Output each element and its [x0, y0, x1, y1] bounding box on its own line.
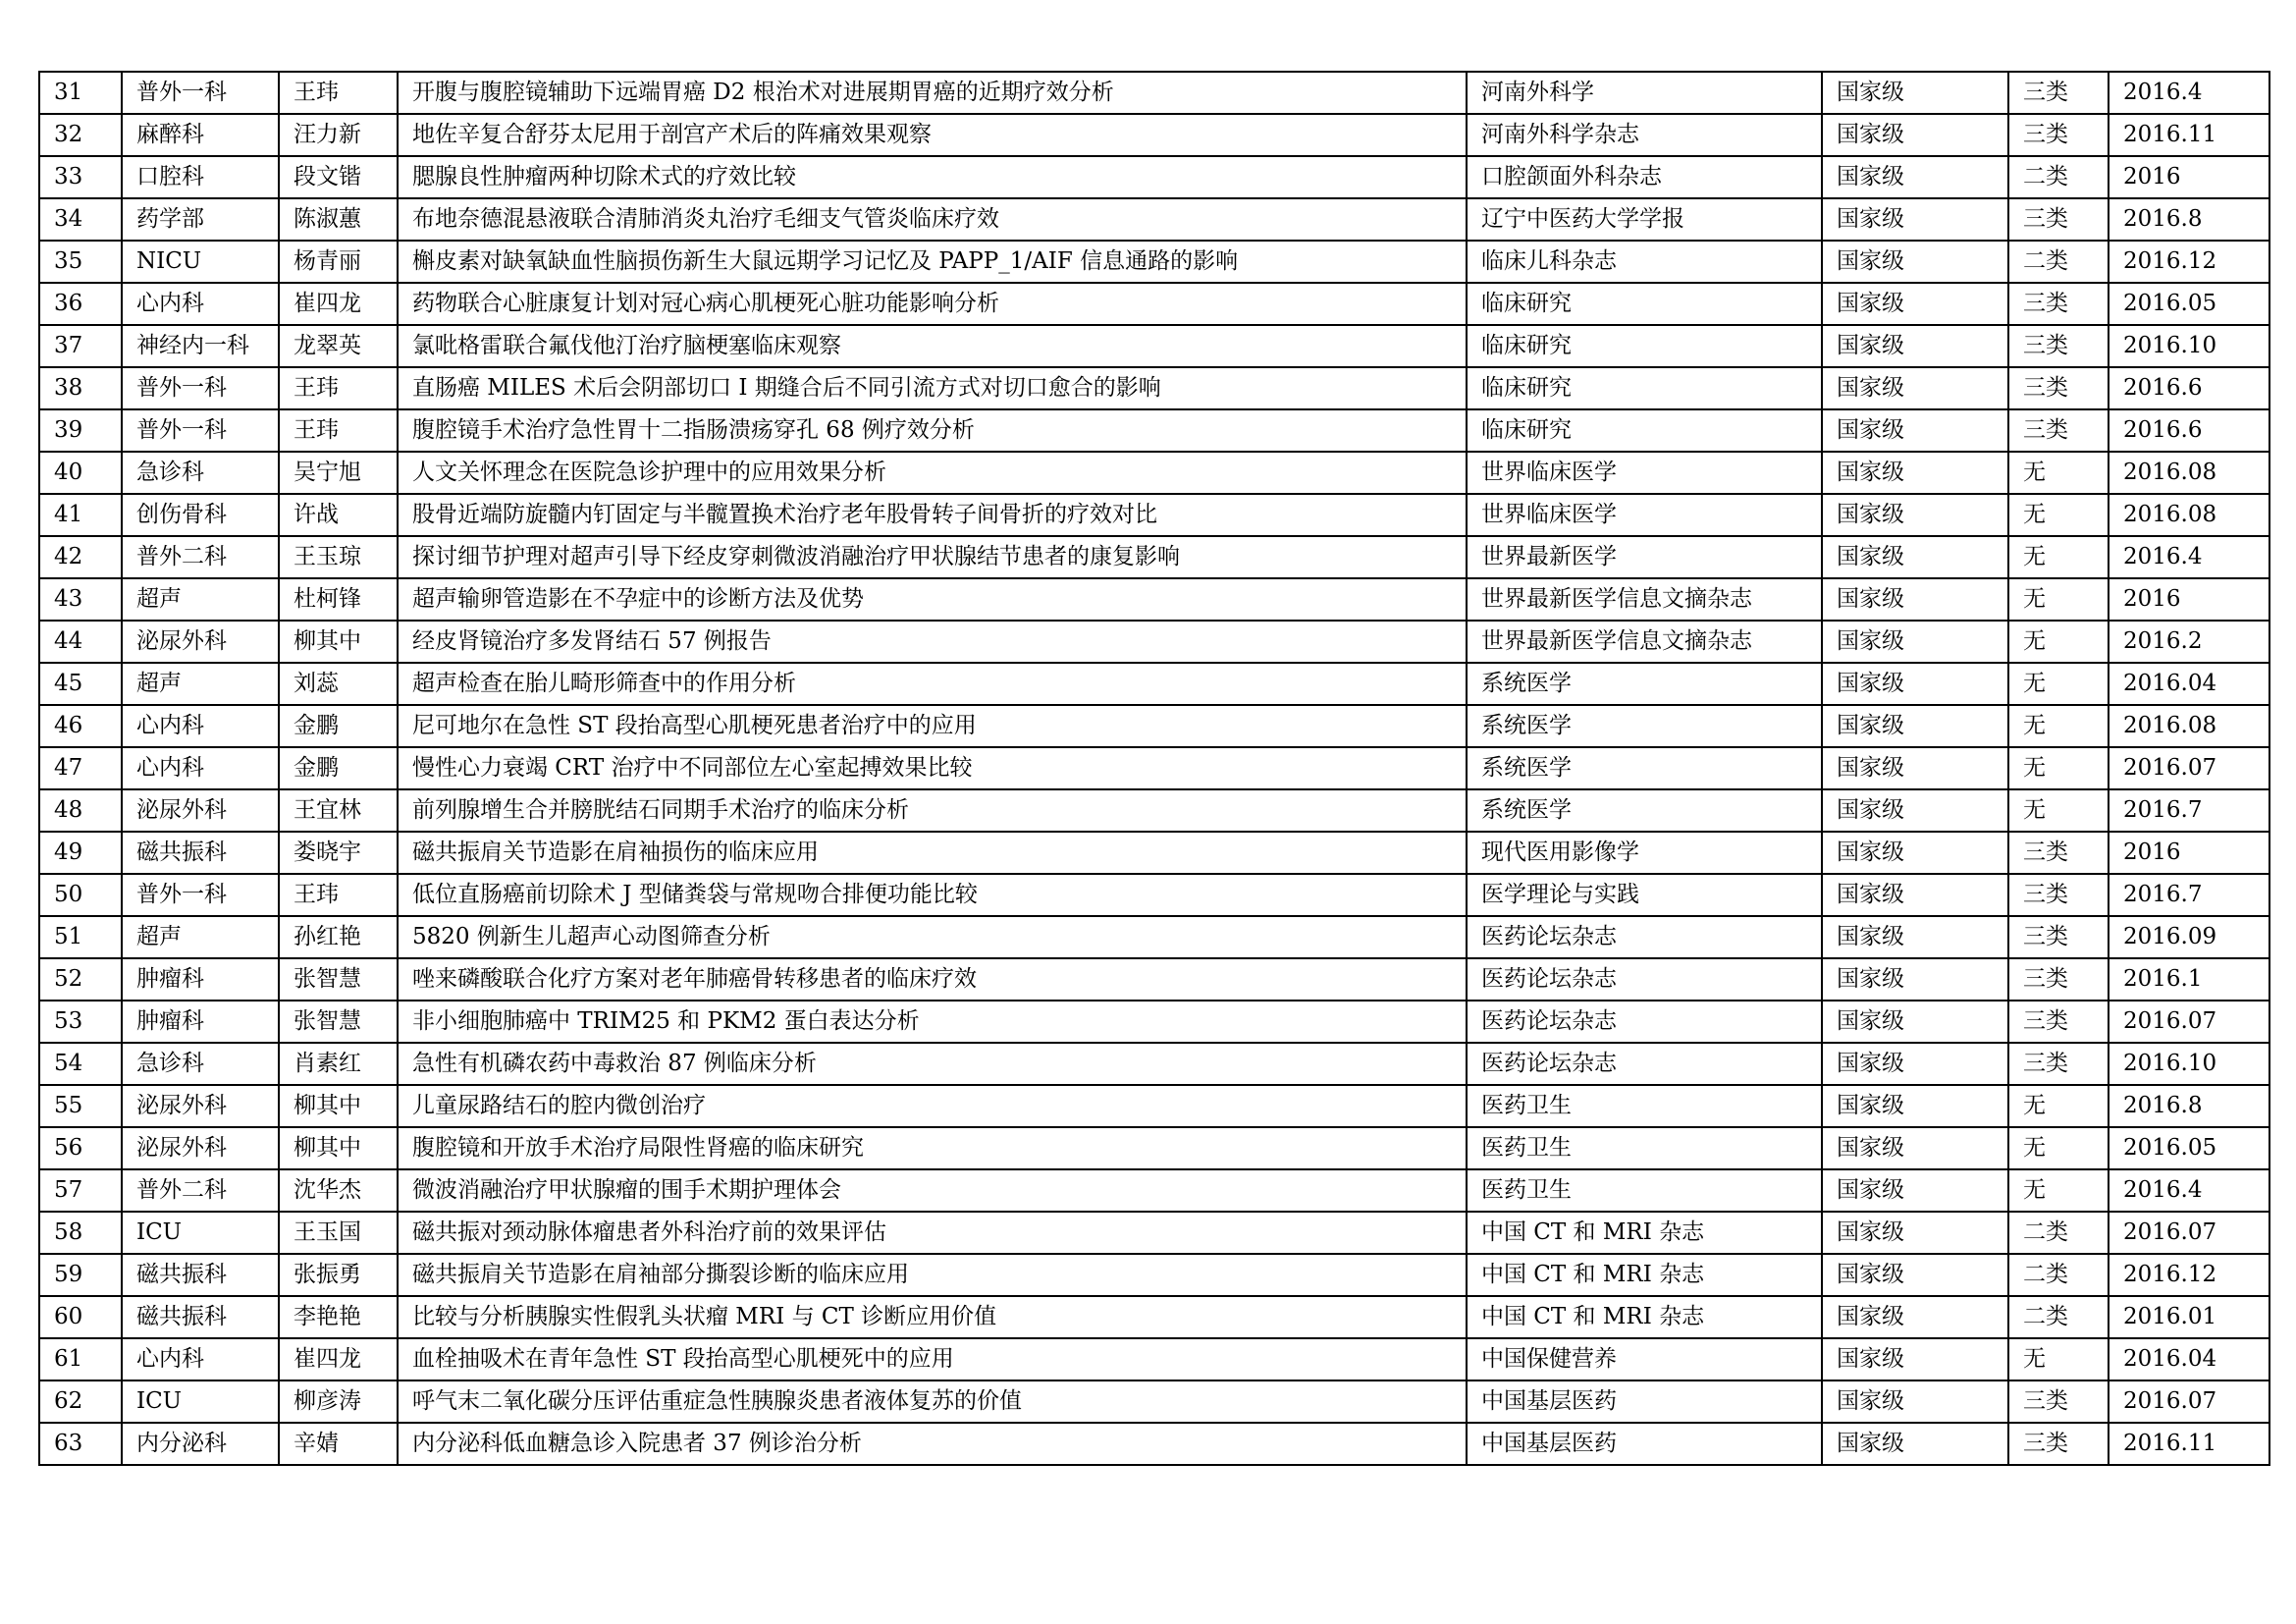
paper-title-cell: 儿童尿路结石的腔内微创治疗 [398, 1085, 1467, 1127]
author-cell: 段文锴 [279, 156, 398, 198]
journal-cell: 中国 CT 和 MRI 杂志 [1467, 1212, 1822, 1254]
table-row [39, 1423, 2269, 1465]
category-cell: 无 [2008, 1169, 2109, 1212]
level-cell: 国家级 [1822, 325, 2008, 367]
department-cell: 口腔科 [122, 156, 279, 198]
table-row [39, 958, 2269, 1001]
author-cell: 杜柯锋 [279, 578, 398, 621]
row-number-cell: 36 [39, 283, 122, 325]
row-number-cell: 52 [39, 958, 122, 1001]
date-cell: 2016.1 [2109, 958, 2269, 1001]
date-cell: 2016.01 [2109, 1296, 2269, 1338]
level-cell: 国家级 [1822, 1212, 2008, 1254]
department-cell: 超声 [122, 916, 279, 958]
table-row [39, 1043, 2269, 1085]
table-row [39, 1338, 2269, 1380]
department-cell: 创伤骨科 [122, 494, 279, 536]
category-cell: 二类 [2008, 1212, 2109, 1254]
date-cell: 2016.7 [2109, 789, 2269, 832]
author-cell: 孙红艳 [279, 916, 398, 958]
date-cell: 2016 [2109, 578, 2269, 621]
journal-cell: 世界最新医学 [1467, 536, 1822, 578]
publication-table [38, 71, 2270, 1466]
paper-title-cell: 经皮肾镜治疗多发肾结石 57 例报告 [398, 621, 1467, 663]
row-number-cell: 39 [39, 409, 122, 452]
level-cell: 国家级 [1822, 72, 2008, 114]
author-cell: 李艳艳 [279, 1296, 398, 1338]
journal-cell: 河南外科学杂志 [1467, 114, 1822, 156]
row-number-cell: 41 [39, 494, 122, 536]
journal-cell: 医药论坛杂志 [1467, 1001, 1822, 1043]
date-cell: 2016.07 [2109, 1001, 2269, 1043]
author-cell: 柳彦涛 [279, 1380, 398, 1423]
table-row [39, 663, 2269, 705]
department-cell: 药学部 [122, 198, 279, 241]
level-cell: 国家级 [1822, 114, 2008, 156]
row-number-cell: 56 [39, 1127, 122, 1169]
department-cell: 肿瘤科 [122, 958, 279, 1001]
department-cell: 超声 [122, 663, 279, 705]
author-cell: 柳其中 [279, 1085, 398, 1127]
journal-cell: 现代医用影像学 [1467, 832, 1822, 874]
category-cell: 无 [2008, 747, 2109, 789]
department-cell: 磁共振科 [122, 832, 279, 874]
journal-cell: 系统医学 [1467, 663, 1822, 705]
category-cell: 二类 [2008, 156, 2109, 198]
date-cell: 2016.08 [2109, 494, 2269, 536]
date-cell: 2016.07 [2109, 747, 2269, 789]
department-cell: ICU [122, 1212, 279, 1254]
table-row [39, 832, 2269, 874]
date-cell: 2016.10 [2109, 1043, 2269, 1085]
date-cell: 2016.4 [2109, 536, 2269, 578]
paper-title-cell: 尼可地尔在急性 ST 段抬高型心肌梗死患者治疗中的应用 [398, 705, 1467, 747]
category-cell: 二类 [2008, 1296, 2109, 1338]
paper-title-cell: 血栓抽吸术在青年急性 ST 段抬高型心肌梗死中的应用 [398, 1338, 1467, 1380]
journal-cell: 临床研究 [1467, 283, 1822, 325]
author-cell: 崔四龙 [279, 1338, 398, 1380]
table-row [39, 283, 2269, 325]
journal-cell: 临床研究 [1467, 367, 1822, 409]
table-row [39, 1380, 2269, 1423]
category-cell: 无 [2008, 536, 2109, 578]
level-cell: 国家级 [1822, 1085, 2008, 1127]
department-cell: 心内科 [122, 705, 279, 747]
row-number-cell: 46 [39, 705, 122, 747]
date-cell: 2016.05 [2109, 283, 2269, 325]
journal-cell: 中国 CT 和 MRI 杂志 [1467, 1296, 1822, 1338]
author-cell: 金鹏 [279, 747, 398, 789]
department-cell: 急诊科 [122, 452, 279, 494]
journal-cell: 系统医学 [1467, 705, 1822, 747]
table-row [39, 1127, 2269, 1169]
row-number-cell: 42 [39, 536, 122, 578]
author-cell: 王宜林 [279, 789, 398, 832]
row-number-cell: 53 [39, 1001, 122, 1043]
author-cell: 柳其中 [279, 621, 398, 663]
journal-cell: 临床研究 [1467, 325, 1822, 367]
date-cell: 2016.6 [2109, 367, 2269, 409]
row-number-cell: 32 [39, 114, 122, 156]
date-cell: 2016.04 [2109, 1338, 2269, 1380]
level-cell: 国家级 [1822, 1254, 2008, 1296]
author-cell: 陈淑蕙 [279, 198, 398, 241]
date-cell: 2016.04 [2109, 663, 2269, 705]
level-cell: 国家级 [1822, 367, 2008, 409]
level-cell: 国家级 [1822, 705, 2008, 747]
date-cell: 2016.08 [2109, 452, 2269, 494]
level-cell: 国家级 [1822, 1338, 2008, 1380]
table-row [39, 1169, 2269, 1212]
journal-cell: 河南外科学 [1467, 72, 1822, 114]
level-cell: 国家级 [1822, 874, 2008, 916]
department-cell: 普外一科 [122, 409, 279, 452]
author-cell: 辛婧 [279, 1423, 398, 1465]
category-cell: 三类 [2008, 1043, 2109, 1085]
category-cell: 三类 [2008, 114, 2109, 156]
table-row [39, 1212, 2269, 1254]
paper-title-cell: 磁共振肩关节造影在肩袖部分撕裂诊断的临床应用 [398, 1254, 1467, 1296]
category-cell: 无 [2008, 663, 2109, 705]
department-cell: 急诊科 [122, 1043, 279, 1085]
row-number-cell: 31 [39, 72, 122, 114]
table-row [39, 916, 2269, 958]
row-number-cell: 35 [39, 241, 122, 283]
author-cell: 龙翠英 [279, 325, 398, 367]
date-cell: 2016.4 [2109, 72, 2269, 114]
level-cell: 国家级 [1822, 621, 2008, 663]
department-cell: 神经内一科 [122, 325, 279, 367]
table-row [39, 494, 2269, 536]
row-number-cell: 60 [39, 1296, 122, 1338]
row-number-cell: 50 [39, 874, 122, 916]
category-cell: 二类 [2008, 241, 2109, 283]
table-row [39, 621, 2269, 663]
level-cell: 国家级 [1822, 452, 2008, 494]
date-cell: 2016.11 [2109, 1423, 2269, 1465]
table-row [39, 747, 2269, 789]
journal-cell: 系统医学 [1467, 747, 1822, 789]
paper-title-cell: 磁共振肩关节造影在肩袖损伤的临床应用 [398, 832, 1467, 874]
department-cell: 普外一科 [122, 72, 279, 114]
paper-title-cell: 槲皮素对缺氧缺血性脑损伤新生大鼠远期学习记忆及 PAPP_1/AIF 信息通路的影响 [398, 241, 1467, 283]
table-row [39, 156, 2269, 198]
date-cell: 2016.08 [2109, 705, 2269, 747]
row-number-cell: 49 [39, 832, 122, 874]
paper-title-cell: 布地奈德混悬液联合清肺消炎丸治疗毛细支气管炎临床疗效 [398, 198, 1467, 241]
table-row [39, 536, 2269, 578]
paper-title-cell: 腹腔镜手术治疗急性胃十二指肠溃疡穿孔 68 例疗效分析 [398, 409, 1467, 452]
row-number-cell: 38 [39, 367, 122, 409]
category-cell: 三类 [2008, 325, 2109, 367]
journal-cell: 医学理论与实践 [1467, 874, 1822, 916]
table-row [39, 241, 2269, 283]
category-cell: 三类 [2008, 874, 2109, 916]
category-cell: 无 [2008, 578, 2109, 621]
paper-title-cell: 股骨近端防旋髓内钉固定与半髋置换术治疗老年股骨转子间骨折的疗效对比 [398, 494, 1467, 536]
author-cell: 沈华杰 [279, 1169, 398, 1212]
category-cell: 无 [2008, 705, 2109, 747]
level-cell: 国家级 [1822, 283, 2008, 325]
level-cell: 国家级 [1822, 663, 2008, 705]
paper-title-cell: 氯吡格雷联合氟伐他汀治疗脑梗塞临床观察 [398, 325, 1467, 367]
date-cell: 2016.8 [2109, 198, 2269, 241]
paper-title-cell: 5820 例新生儿超声心动图筛查分析 [398, 916, 1467, 958]
author-cell: 吴宁旭 [279, 452, 398, 494]
level-cell: 国家级 [1822, 409, 2008, 452]
author-cell: 王玉琼 [279, 536, 398, 578]
author-cell: 肖素红 [279, 1043, 398, 1085]
table-row [39, 789, 2269, 832]
author-cell: 张智慧 [279, 958, 398, 1001]
date-cell: 2016.10 [2109, 325, 2269, 367]
level-cell: 国家级 [1822, 1169, 2008, 1212]
row-number-cell: 45 [39, 663, 122, 705]
department-cell: 普外一科 [122, 874, 279, 916]
level-cell: 国家级 [1822, 1423, 2008, 1465]
level-cell: 国家级 [1822, 156, 2008, 198]
department-cell: 泌尿外科 [122, 1127, 279, 1169]
journal-cell: 辽宁中医药大学学报 [1467, 198, 1822, 241]
date-cell: 2016.12 [2109, 241, 2269, 283]
author-cell: 许战 [279, 494, 398, 536]
paper-title-cell: 地佐辛复合舒芬太尼用于剖宫产术后的阵痛效果观察 [398, 114, 1467, 156]
table-row [39, 1001, 2269, 1043]
journal-cell: 医药卫生 [1467, 1169, 1822, 1212]
level-cell: 国家级 [1822, 1296, 2008, 1338]
author-cell: 刘蕊 [279, 663, 398, 705]
author-cell: 王玮 [279, 367, 398, 409]
table-body [39, 72, 2269, 1465]
table-row [39, 705, 2269, 747]
department-cell: 普外二科 [122, 536, 279, 578]
department-cell: 超声 [122, 578, 279, 621]
category-cell: 三类 [2008, 958, 2109, 1001]
category-cell: 无 [2008, 1127, 2109, 1169]
department-cell: 心内科 [122, 747, 279, 789]
date-cell: 2016.7 [2109, 874, 2269, 916]
paper-title-cell: 超声检查在胎儿畸形筛查中的作用分析 [398, 663, 1467, 705]
level-cell: 国家级 [1822, 916, 2008, 958]
date-cell: 2016.09 [2109, 916, 2269, 958]
department-cell: 内分泌科 [122, 1423, 279, 1465]
date-cell: 2016.6 [2109, 409, 2269, 452]
table-row [39, 198, 2269, 241]
paper-title-cell: 人文关怀理念在医院急诊护理中的应用效果分析 [398, 452, 1467, 494]
paper-title-cell: 药物联合心脏康复计划对冠心病心肌梗死心脏功能影响分析 [398, 283, 1467, 325]
category-cell: 三类 [2008, 283, 2109, 325]
author-cell: 王玉国 [279, 1212, 398, 1254]
department-cell: 泌尿外科 [122, 621, 279, 663]
level-cell: 国家级 [1822, 1043, 2008, 1085]
row-number-cell: 62 [39, 1380, 122, 1423]
journal-cell: 世界最新医学信息文摘杂志 [1467, 621, 1822, 663]
category-cell: 三类 [2008, 916, 2109, 958]
category-cell: 二类 [2008, 1254, 2109, 1296]
category-cell: 无 [2008, 494, 2109, 536]
level-cell: 国家级 [1822, 1127, 2008, 1169]
department-cell: 心内科 [122, 1338, 279, 1380]
journal-cell: 医药论坛杂志 [1467, 916, 1822, 958]
department-cell: 磁共振科 [122, 1254, 279, 1296]
date-cell: 2016.8 [2109, 1085, 2269, 1127]
category-cell: 无 [2008, 1338, 2109, 1380]
paper-title-cell: 探讨细节护理对超声引导下经皮穿刺微波消融治疗甲状腺结节患者的康复影响 [398, 536, 1467, 578]
table-row [39, 1296, 2269, 1338]
department-cell: ICU [122, 1380, 279, 1423]
date-cell: 2016.07 [2109, 1380, 2269, 1423]
date-cell: 2016 [2109, 832, 2269, 874]
category-cell: 无 [2008, 789, 2109, 832]
row-number-cell: 59 [39, 1254, 122, 1296]
date-cell: 2016.2 [2109, 621, 2269, 663]
department-cell: 普外二科 [122, 1169, 279, 1212]
row-number-cell: 57 [39, 1169, 122, 1212]
row-number-cell: 44 [39, 621, 122, 663]
journal-cell: 中国保健营养 [1467, 1338, 1822, 1380]
journal-cell: 医药卫生 [1467, 1085, 1822, 1127]
level-cell: 国家级 [1822, 536, 2008, 578]
paper-title-cell: 腮腺良性肿瘤两种切除术式的疗效比较 [398, 156, 1467, 198]
paper-title-cell: 腹腔镜和开放手术治疗局限性肾癌的临床研究 [398, 1127, 1467, 1169]
paper-title-cell: 前列腺增生合并膀胱结石同期手术治疗的临床分析 [398, 789, 1467, 832]
row-number-cell: 51 [39, 916, 122, 958]
journal-cell: 临床儿科杂志 [1467, 241, 1822, 283]
paper-title-cell: 慢性心力衰竭 CRT 治疗中不同部位左心室起搏效果比较 [398, 747, 1467, 789]
journal-cell: 中国基层医药 [1467, 1380, 1822, 1423]
level-cell: 国家级 [1822, 198, 2008, 241]
author-cell: 汪力新 [279, 114, 398, 156]
author-cell: 王玮 [279, 409, 398, 452]
category-cell: 三类 [2008, 409, 2109, 452]
category-cell: 三类 [2008, 1423, 2109, 1465]
level-cell: 国家级 [1822, 494, 2008, 536]
level-cell: 国家级 [1822, 1001, 2008, 1043]
row-number-cell: 33 [39, 156, 122, 198]
level-cell: 国家级 [1822, 958, 2008, 1001]
paper-title-cell: 呼气末二氧化碳分压评估重症急性胰腺炎患者液体复苏的价值 [398, 1380, 1467, 1423]
paper-title-cell: 非小细胞肺癌中 TRIM25 和 PKM2 蛋白表达分析 [398, 1001, 1467, 1043]
paper-title-cell: 唑来磷酸联合化疗方案对老年肺癌骨转移患者的临床疗效 [398, 958, 1467, 1001]
date-cell: 2016.05 [2109, 1127, 2269, 1169]
date-cell: 2016.4 [2109, 1169, 2269, 1212]
department-cell: 泌尿外科 [122, 1085, 279, 1127]
journal-cell: 临床研究 [1467, 409, 1822, 452]
department-cell: 泌尿外科 [122, 789, 279, 832]
category-cell: 三类 [2008, 367, 2109, 409]
author-cell: 杨青丽 [279, 241, 398, 283]
row-number-cell: 54 [39, 1043, 122, 1085]
table-row [39, 1254, 2269, 1296]
table-row [39, 72, 2269, 114]
author-cell: 崔四龙 [279, 283, 398, 325]
level-cell: 国家级 [1822, 1380, 2008, 1423]
category-cell: 无 [2008, 1085, 2109, 1127]
department-cell: NICU [122, 241, 279, 283]
department-cell: 普外一科 [122, 367, 279, 409]
row-number-cell: 37 [39, 325, 122, 367]
journal-cell: 世界临床医学 [1467, 494, 1822, 536]
row-number-cell: 40 [39, 452, 122, 494]
category-cell: 三类 [2008, 198, 2109, 241]
author-cell: 娄晓宇 [279, 832, 398, 874]
journal-cell: 中国基层医药 [1467, 1423, 1822, 1465]
journal-cell: 世界临床医学 [1467, 452, 1822, 494]
table-row [39, 578, 2269, 621]
paper-title-cell: 低位直肠癌前切除术 J 型储粪袋与常规吻合排便功能比较 [398, 874, 1467, 916]
department-cell: 磁共振科 [122, 1296, 279, 1338]
row-number-cell: 63 [39, 1423, 122, 1465]
paper-title-cell: 内分泌科低血糖急诊入院患者 37 例诊治分析 [398, 1423, 1467, 1465]
row-number-cell: 55 [39, 1085, 122, 1127]
journal-cell: 医药论坛杂志 [1467, 1043, 1822, 1085]
paper-title-cell: 急性有机磷农药中毒救治 87 例临床分析 [398, 1043, 1467, 1085]
journal-cell: 医药论坛杂志 [1467, 958, 1822, 1001]
paper-title-cell: 比较与分析胰腺实性假乳头状瘤 MRI 与 CT 诊断应用价值 [398, 1296, 1467, 1338]
author-cell: 柳其中 [279, 1127, 398, 1169]
row-number-cell: 43 [39, 578, 122, 621]
journal-cell: 系统医学 [1467, 789, 1822, 832]
paper-title-cell: 开腹与腹腔镜辅助下远端胃癌 D2 根治术对进展期胃癌的近期疗效分析 [398, 72, 1467, 114]
author-cell: 金鹏 [279, 705, 398, 747]
table-row [39, 367, 2269, 409]
level-cell: 国家级 [1822, 578, 2008, 621]
date-cell: 2016.07 [2109, 1212, 2269, 1254]
row-number-cell: 48 [39, 789, 122, 832]
date-cell: 2016.11 [2109, 114, 2269, 156]
category-cell: 无 [2008, 452, 2109, 494]
journal-cell: 世界最新医学信息文摘杂志 [1467, 578, 1822, 621]
row-number-cell: 34 [39, 198, 122, 241]
author-cell: 王玮 [279, 72, 398, 114]
journal-cell: 中国 CT 和 MRI 杂志 [1467, 1254, 1822, 1296]
table-row [39, 409, 2269, 452]
department-cell: 麻醉科 [122, 114, 279, 156]
journal-cell: 医药卫生 [1467, 1127, 1822, 1169]
department-cell: 肿瘤科 [122, 1001, 279, 1043]
level-cell: 国家级 [1822, 241, 2008, 283]
date-cell: 2016.12 [2109, 1254, 2269, 1296]
category-cell: 三类 [2008, 832, 2109, 874]
row-number-cell: 58 [39, 1212, 122, 1254]
category-cell: 三类 [2008, 1380, 2109, 1423]
level-cell: 国家级 [1822, 789, 2008, 832]
paper-title-cell: 直肠癌 MILES 术后会阴部切口 I 期缝合后不同引流方式对切口愈合的影响 [398, 367, 1467, 409]
table-row [39, 114, 2269, 156]
paper-title-cell: 超声输卵管造影在不孕症中的诊断方法及优势 [398, 578, 1467, 621]
paper-title-cell: 微波消融治疗甲状腺瘤的围手术期护理体会 [398, 1169, 1467, 1212]
department-cell: 心内科 [122, 283, 279, 325]
level-cell: 国家级 [1822, 832, 2008, 874]
category-cell: 无 [2008, 621, 2109, 663]
author-cell: 王玮 [279, 874, 398, 916]
table-row [39, 1085, 2269, 1127]
category-cell: 三类 [2008, 72, 2109, 114]
level-cell: 国家级 [1822, 747, 2008, 789]
category-cell: 三类 [2008, 1001, 2109, 1043]
journal-cell: 口腔颌面外科杂志 [1467, 156, 1822, 198]
paper-title-cell: 磁共振对颈动脉体瘤患者外科治疗前的效果评估 [398, 1212, 1467, 1254]
table-row [39, 325, 2269, 367]
author-cell: 张智慧 [279, 1001, 398, 1043]
date-cell: 2016 [2109, 156, 2269, 198]
table-row [39, 452, 2269, 494]
row-number-cell: 61 [39, 1338, 122, 1380]
table-row [39, 874, 2269, 916]
author-cell: 张振勇 [279, 1254, 398, 1296]
row-number-cell: 47 [39, 747, 122, 789]
